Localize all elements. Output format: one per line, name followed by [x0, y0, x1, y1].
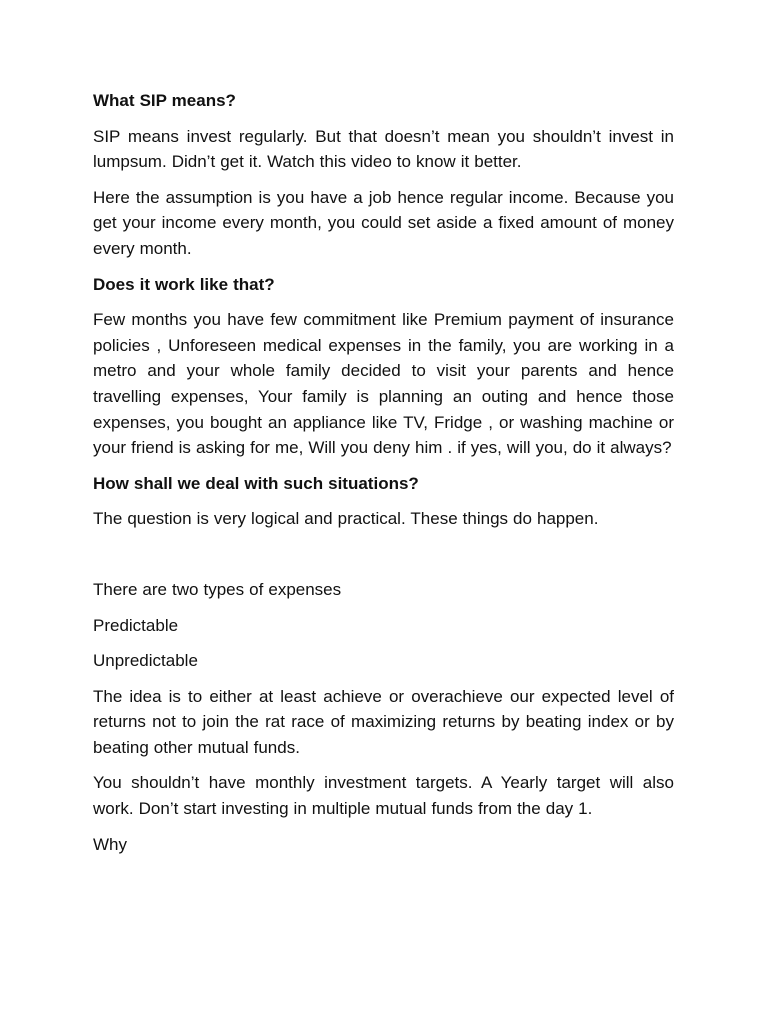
document-page: [93, 88, 674, 867]
paragraph-why: Why: [93, 834, 127, 854]
paragraph-assumption: Here the assumption is you have a job hence regular income. Because you get your income every month, you could set aside a fixed amount of money every month.: [93, 187, 674, 258]
paragraph-question-logical: The question is very logical and practical. These things do happen.: [93, 509, 599, 529]
paragraph-idea: The idea is to either at least achieve or overachieve our expected level of returns not to join the rat race of maximizing returns by beating index or by beating other mutual funds.: [93, 686, 674, 757]
list-item-unpredictable: Unpredictable: [93, 651, 198, 671]
blank-line: [93, 542, 674, 567]
paragraph-sip-definition: SIP means invest regularly. But that doesn’t mean you shouldn’t invest in lumpsum. Didn’t get it. Watch this video to know it better.: [93, 126, 674, 172]
heading-does-it-work: Does it work like that?: [93, 274, 275, 294]
heading-deal-with-situations: How shall we deal with such situations?: [93, 473, 419, 493]
list-item-predictable: Predictable: [93, 615, 179, 635]
paragraph-yearly-target: You shouldn’t have monthly investment targets. A Yearly target will also work. Don’t start investing in multiple mutual funds from the day 1.: [93, 773, 674, 819]
paragraph-commitments: Few months you have few commitment like Premium payment of insurance policies , Unforeseen medical expenses in the family, you are working in a metro and your whole family decided to visit your parents and hence travelling expenses, Your family is planning an outing and hence those expenses, you bought an appliance like TV, Fridge , or washing machine or your friend is asking for me, Will you deny him . if yes, will you, do it always?: [93, 310, 674, 458]
paragraph-expense-types: There are two types of expenses: [93, 579, 342, 599]
heading-what-sip-means: What SIP means?: [93, 91, 236, 110]
